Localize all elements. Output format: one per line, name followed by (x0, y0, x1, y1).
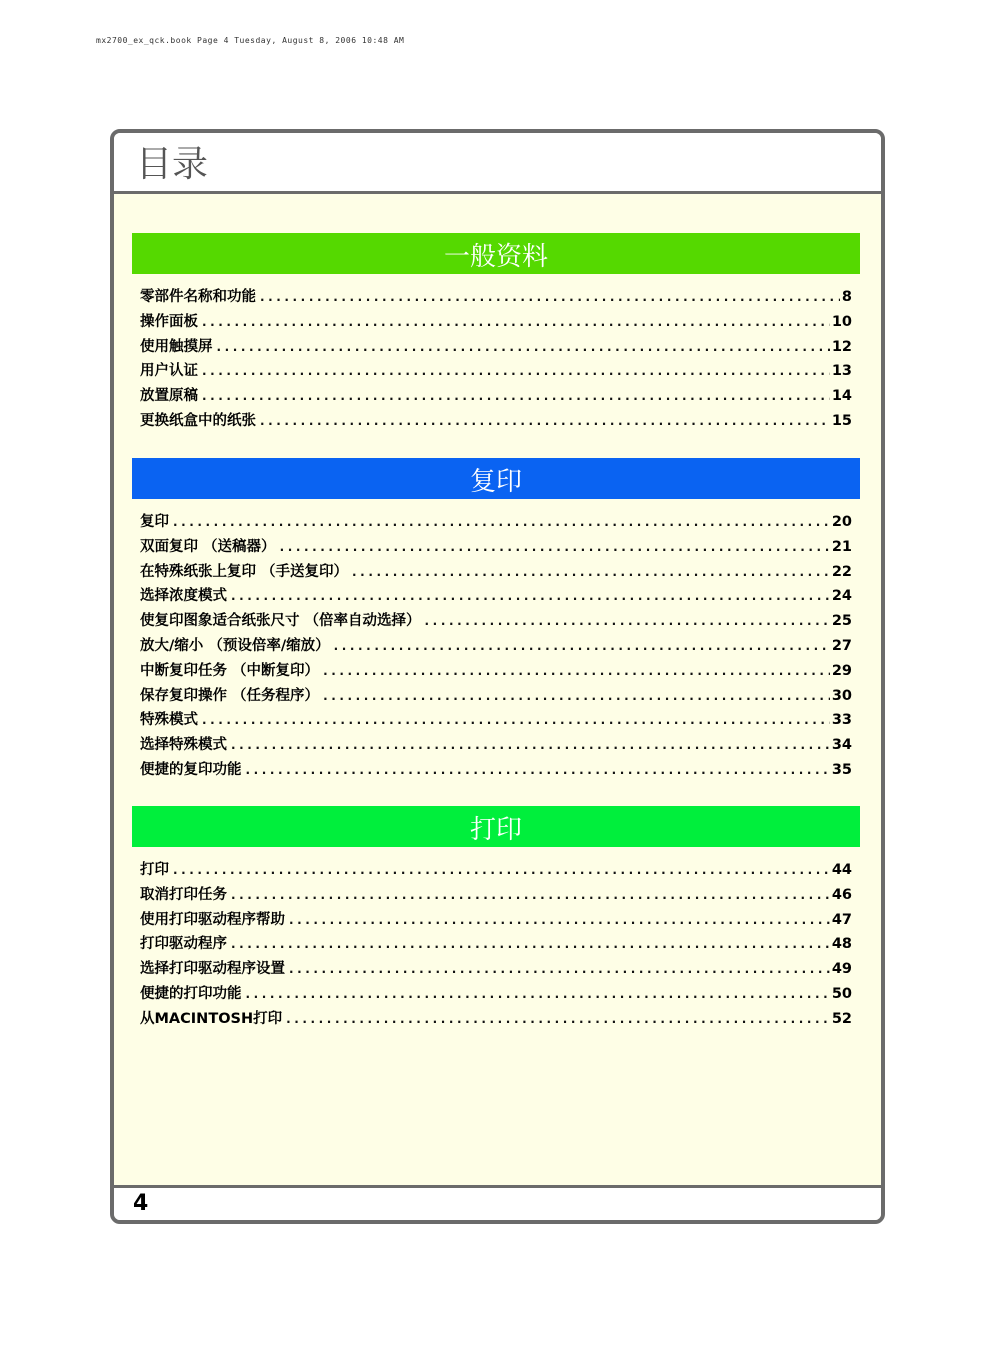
dot-leader (202, 708, 830, 733)
entry-page: 14 (831, 388, 852, 405)
entry-page: 50 (831, 985, 852, 1002)
entry-page: 24 (831, 588, 852, 605)
page-number: 4 (133, 1191, 149, 1216)
page-title: 目录 (136, 144, 209, 185)
entry-page: 22 (831, 563, 852, 580)
entry-page: 10 (831, 313, 852, 330)
title-bar (114, 133, 881, 194)
entry-page: 34 (831, 737, 852, 754)
entry-page: 13 (831, 363, 852, 380)
entry-title: 选择特殊模式 (140, 737, 227, 754)
entry-page: 52 (831, 1010, 852, 1027)
section-header-print: 打印 (132, 806, 860, 847)
entry-title: 从MACINTOSH打印 (140, 1010, 283, 1027)
toc-entry[interactable] (140, 310, 852, 335)
dot-leader (352, 560, 830, 585)
toc-entry[interactable] (140, 758, 852, 783)
toc-entry[interactable] (140, 359, 852, 384)
dot-leader (231, 932, 830, 957)
entry-title: 便捷的打印功能 (140, 985, 242, 1002)
toc-entry[interactable] (140, 932, 852, 957)
entry-page: 20 (831, 514, 852, 530)
entry-title: 放置原稿 (140, 388, 198, 405)
entry-title: 中断复印任务 （中断复印） (140, 662, 320, 679)
entry-page: 35 (831, 761, 852, 778)
dot-leader (231, 584, 830, 609)
toc-entry[interactable] (140, 634, 852, 659)
entry-title: 便捷的复印功能 (140, 761, 242, 778)
toc-entry[interactable] (140, 285, 852, 310)
dot-leader (202, 310, 830, 335)
entry-page: 47 (831, 911, 852, 928)
toc-entry[interactable] (140, 510, 852, 535)
section-copy (132, 458, 860, 783)
entry-page: 33 (831, 712, 852, 729)
entry-title: 打印驱动程序 (140, 936, 227, 953)
entry-title: 使复印图象适合纸张尺寸 （倍率自动选择） (140, 613, 421, 630)
entry-page: 48 (831, 936, 852, 953)
toc-frame (110, 129, 885, 1224)
entry-list (132, 510, 860, 783)
entry-title: 双面复印 （送稿器） (140, 538, 276, 555)
entry-page: 12 (831, 338, 852, 355)
toc-entry[interactable] (140, 409, 852, 434)
dot-leader (425, 609, 830, 634)
entry-page: 46 (831, 886, 852, 903)
entry-page: 44 (831, 862, 852, 878)
toc-entry[interactable] (140, 560, 852, 585)
toc-entry[interactable] (140, 883, 852, 908)
entry-title: 放大/缩小 （预设倍率/缩放） (140, 637, 330, 654)
dot-leader (289, 908, 830, 933)
dot-leader (202, 384, 830, 409)
entry-title: 取消打印任务 (140, 886, 227, 903)
dot-leader (323, 659, 830, 684)
footer-bar (114, 1185, 881, 1220)
section-header-general: 一般资料 (132, 233, 860, 274)
entry-title: 特殊模式 (140, 712, 198, 729)
dot-leader (289, 957, 830, 982)
entry-page: 49 (831, 961, 852, 978)
toc-entry[interactable] (140, 609, 852, 634)
dot-leader (231, 883, 830, 908)
entry-title: 打印 (140, 862, 169, 878)
entry-title: 更换纸盒中的纸张 (140, 412, 256, 429)
entry-title: 在特殊纸张上复印 （手送复印） (140, 563, 349, 580)
dot-leader (323, 684, 830, 709)
entry-title: 用户认证 (140, 363, 198, 380)
toc-entry[interactable] (140, 584, 852, 609)
section-general (132, 233, 860, 434)
toc-entry[interactable] (140, 335, 852, 360)
dot-leader (173, 858, 830, 883)
entry-list (132, 858, 860, 1032)
file-header-line: mx2700_ex_qck.book Page 4 Tuesday, August 8, 2006 10:48 AM (96, 36, 405, 45)
dot-leader (334, 634, 830, 659)
dot-leader (246, 758, 830, 783)
toc-entry[interactable] (140, 982, 852, 1007)
dot-leader (260, 285, 840, 310)
dot-leader (260, 409, 830, 434)
entry-page: 27 (831, 637, 852, 654)
entry-title: 复印 (140, 514, 169, 530)
toc-entry[interactable] (140, 684, 852, 709)
dot-leader (246, 982, 830, 1007)
toc-entry[interactable] (140, 384, 852, 409)
entry-page: 30 (831, 687, 852, 704)
dot-leader (202, 359, 830, 384)
dot-leader (286, 1007, 830, 1032)
entry-list (132, 285, 860, 434)
entry-title: 选择打印驱动程序设置 (140, 961, 285, 978)
entry-page: 15 (831, 412, 852, 429)
entry-title: 零部件名称和功能 (140, 289, 256, 305)
dot-leader (173, 510, 830, 535)
entry-title: 使用触摸屏 (140, 338, 213, 355)
entry-title: 使用打印驱动程序帮助 (140, 911, 285, 928)
entry-page: 8 (841, 289, 852, 305)
toc-entry[interactable] (140, 957, 852, 982)
section-print (132, 806, 860, 1032)
entry-title: 操作面板 (140, 313, 198, 330)
entry-title: 保存复印操作 （任务程序） (140, 687, 320, 704)
dot-leader (231, 733, 830, 758)
entry-page: 29 (831, 662, 852, 679)
toc-entry[interactable] (140, 708, 852, 733)
dot-leader (217, 335, 830, 360)
toc-entry[interactable] (140, 659, 852, 684)
dot-leader (280, 535, 830, 560)
toc-entry[interactable] (140, 733, 852, 758)
entry-title: 选择浓度模式 (140, 588, 227, 605)
toc-entry[interactable] (140, 858, 852, 883)
entry-page: 25 (831, 613, 852, 630)
section-header-copy: 复印 (132, 458, 860, 499)
entry-page: 21 (831, 538, 852, 555)
toc-entry[interactable] (140, 908, 852, 933)
toc-entry[interactable] (140, 1007, 852, 1032)
toc-entry[interactable] (140, 535, 852, 560)
